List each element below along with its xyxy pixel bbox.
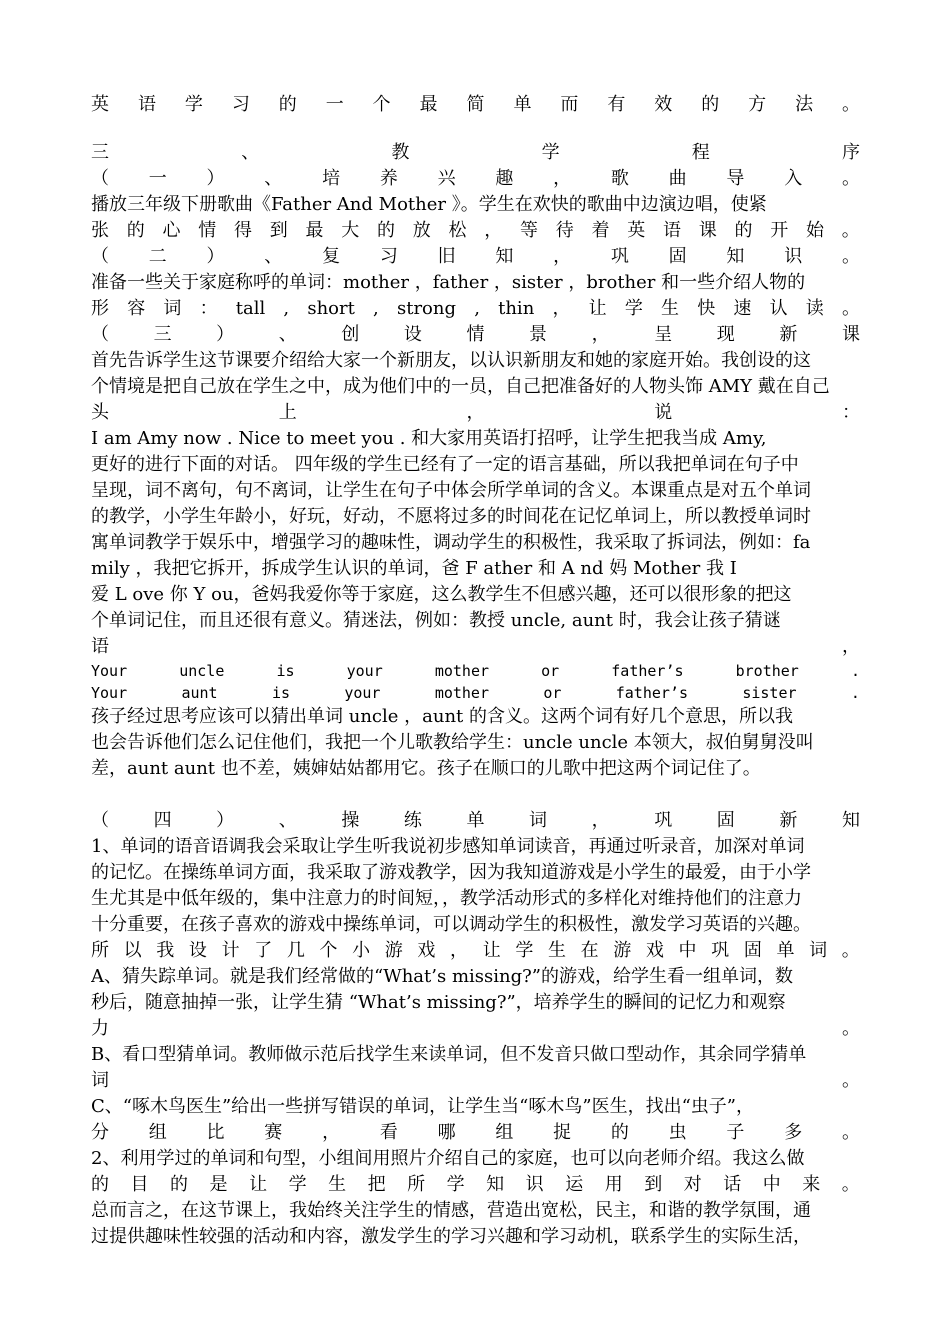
text-fragment: 所 <box>407 1174 426 1195</box>
section-heading <box>91 166 860 192</box>
text-fragment: 课 <box>841 324 860 345</box>
text-fragment: 。 <box>841 940 860 961</box>
text-fragment: 快 <box>697 298 716 319</box>
text-fragment: 习 <box>379 246 398 267</box>
text-fragment: 多 <box>784 1122 803 1143</box>
text-fragment: 计 <box>221 940 240 961</box>
text-line <box>91 218 860 244</box>
text-fragment: ， <box>842 636 860 657</box>
text-fragment: short <box>307 298 355 319</box>
text-fragment: strong <box>396 298 456 319</box>
text-fragment: 。 <box>841 1174 860 1195</box>
text-fragment: 赛 <box>264 1122 283 1143</box>
text-fragment: 。 <box>841 220 860 241</box>
text-fragment: 的 <box>701 94 720 115</box>
text-fragment: 词 <box>809 940 828 961</box>
text-fragment: 曲 <box>668 168 687 189</box>
text-fragment: 容 <box>127 298 146 319</box>
text-fragment: . <box>850 662 860 680</box>
text-fragment: 看 <box>379 1122 398 1143</box>
text-fragment: 个 <box>372 94 391 115</box>
text-fragment: 张 <box>91 220 109 241</box>
text-line: C、“啄木鸟医生”给出一些拼写错误的单词，让学生当“啄木鸟”医生，找出“虫子”， <box>91 1096 754 1117</box>
text-fragment: 现 <box>716 324 735 345</box>
spacer <box>91 118 860 140</box>
text-fragment: 力 <box>91 1018 109 1039</box>
text-line: 准备一些关于家庭称呼的单词：mother ，father ，sister ，brother 和一些介绍人物的 <box>91 272 806 293</box>
text-fragment: 生 <box>661 298 680 319</box>
text-fragment: 语 <box>137 94 156 115</box>
section-heading <box>91 322 860 348</box>
text-fragment: , <box>474 298 480 319</box>
text-fragment: 中 <box>762 1174 781 1195</box>
text-fragment: ， <box>591 810 610 831</box>
text-fragment: 待 <box>555 220 574 241</box>
text-fragment: 的 <box>377 220 395 241</box>
text-fragment: 捉 <box>553 1122 572 1143</box>
text-fragment: 有 <box>607 94 626 115</box>
text-line <box>91 682 860 704</box>
text-fragment: 固 <box>716 810 735 831</box>
text-fragment: 。 <box>842 94 860 115</box>
text-fragment: 一 <box>325 94 344 115</box>
text-fragment: 游 <box>384 940 403 961</box>
text-fragment: 。 <box>841 298 860 319</box>
text-line <box>91 296 860 322</box>
text-line <box>91 400 860 426</box>
text-fragment: 来 <box>802 1174 821 1195</box>
text-fragment: 所 <box>91 940 109 961</box>
text-fragment: 虫 <box>668 1122 687 1143</box>
text-fragment: 形 <box>91 298 109 319</box>
text-line <box>91 1172 860 1198</box>
text-line <box>91 938 860 964</box>
text-line <box>91 92 860 118</box>
text-fragment: 识 <box>784 246 803 267</box>
text-fragment: 组 <box>148 1122 167 1143</box>
text-fragment: ， <box>552 298 571 319</box>
text-fragment: is <box>276 662 295 680</box>
text-fragment: 巩 <box>711 940 730 961</box>
text-fragment: 的 <box>91 1174 109 1195</box>
text-fragment: 、 <box>278 324 297 345</box>
text-fragment: 学 <box>288 1174 307 1195</box>
text-fragment: 放 <box>412 220 431 241</box>
text-fragment: 培 <box>322 168 341 189</box>
text-fragment: thin <box>498 298 535 319</box>
text-fragment: 学 <box>446 1174 465 1195</box>
text-fragment: 单 <box>466 810 485 831</box>
text-fragment: 新 <box>779 810 798 831</box>
text-fragment: 一 <box>148 168 167 189</box>
text-fragment: father’s <box>615 684 688 702</box>
text-fragment: 开 <box>770 220 789 241</box>
text-fragment: ） <box>206 168 225 189</box>
text-fragment: 四 <box>153 810 172 831</box>
text-fragment: 入 <box>784 168 803 189</box>
text-fragment: ， <box>322 1122 341 1143</box>
text-fragment: 程 <box>691 142 710 163</box>
text-fragment: 教 <box>391 142 410 163</box>
text-fragment: 知 <box>841 810 860 831</box>
text-fragment: 巩 <box>654 810 673 831</box>
text-fragment: 复 <box>322 246 341 267</box>
text-fragment: 创 <box>341 324 360 345</box>
text-fragment: 情 <box>198 220 217 241</box>
text-fragment: 得 <box>234 220 252 241</box>
text-fragment: 生 <box>328 1174 347 1195</box>
text-fragment: 戏 <box>417 940 436 961</box>
section-heading <box>91 140 860 166</box>
text-fragment: 词 <box>91 1070 109 1091</box>
spacer <box>91 782 860 808</box>
text-line: 的记忆。在操练单词方面，我采取了游戏教学，因为我知道游戏是小学生的最爱，由于小学 <box>91 862 811 883</box>
text-line: A、猜失踪单词。就是我们经常做的“What’s missing?”的游戏，给学生看一组单词，数 <box>91 966 793 987</box>
text-fragment: 语 <box>91 636 109 657</box>
text-fragment: 而 <box>560 94 579 115</box>
text-fragment: 把 <box>367 1174 386 1195</box>
text-fragment: 英 <box>91 94 109 115</box>
text-fragment: 到 <box>644 1174 663 1195</box>
text-fragment: 在 <box>580 940 599 961</box>
text-fragment: 词 <box>529 810 548 831</box>
text-fragment: ， <box>466 402 485 423</box>
text-fragment: 。 <box>841 1122 860 1143</box>
text-fragment: ） <box>216 810 235 831</box>
text-line: 总而言之，在这节课上，我始终关注学生的情感，营造出宽松，民主，和谐的教学氛围，通 <box>91 1200 811 1221</box>
text-fragment: 比 <box>206 1122 225 1143</box>
text-fragment: ） <box>216 324 235 345</box>
text-line: 的教学，小学生年龄小，好玩，好动，不愿将过多的时间花在记忆单词上，所以教授单词时 <box>91 506 811 527</box>
text-fragment: aunt <box>181 684 218 702</box>
text-line: 更好的进行下面的对话。 四年级的学生已经有了一定的语言基础，所以我把单词在句子中 <box>91 454 799 475</box>
text-line: 十分重要，在孩子喜欢的游戏中操练单词，可以调动学生的积极性，激发学习英语的兴趣。 <box>91 914 811 935</box>
text-fragment: 戏 <box>645 940 664 961</box>
text-fragment: ， <box>591 324 610 345</box>
text-fragment: 知 <box>726 246 745 267</box>
text-fragment: , <box>373 298 379 319</box>
text-fragment: or <box>543 684 562 702</box>
text-fragment: 课 <box>698 220 717 241</box>
text-fragment: 学 <box>541 142 560 163</box>
text-fragment: 。 <box>842 1018 860 1039</box>
text-fragment: 。 <box>841 246 860 267</box>
text-fragment: 的 <box>170 1174 189 1195</box>
text-fragment: 头 <box>91 402 109 423</box>
text-fragment: ， <box>450 940 469 961</box>
text-fragment: 了 <box>254 940 273 961</box>
text-line <box>91 1068 860 1094</box>
text-fragment: （ <box>91 810 109 831</box>
text-fragment: 序 <box>841 142 860 163</box>
text-fragment: 英 <box>627 220 646 241</box>
text-fragment: father’s <box>611 662 684 680</box>
text-fragment: 以 <box>123 940 142 961</box>
text-fragment: （ <box>91 246 109 267</box>
text-fragment: 、 <box>241 142 260 163</box>
text-fragment: 呈 <box>654 324 673 345</box>
text-line: I am Amy now . Nice to meet you . 和大家用英语打招呼，让学生把我当成 Amy, <box>91 428 767 449</box>
text-fragment: ： <box>199 298 218 319</box>
text-fragment: 始 <box>806 220 824 241</box>
text-fragment: 生 <box>547 940 566 961</box>
text-fragment: 单 <box>776 940 795 961</box>
text-fragment: 组 <box>495 1122 514 1143</box>
text-fragment: 识 <box>525 1174 544 1195</box>
text-fragment: 学 <box>184 94 203 115</box>
text-fragment: 养 <box>379 168 398 189</box>
text-fragment: 知 <box>495 246 514 267</box>
text-fragment: 让 <box>482 940 501 961</box>
text-fragment: 读 <box>805 298 824 319</box>
text-fragment: 设 <box>403 324 422 345</box>
text-fragment: 学 <box>515 940 534 961</box>
text-fragment: 我 <box>156 940 175 961</box>
text-line <box>91 1120 860 1146</box>
text-fragment: Your <box>91 684 128 702</box>
text-line: B、看口型猜单词。教师做示范后找学生来读单词，但不发音只做口型动作，其余同学猜单 <box>91 1044 807 1065</box>
text-fragment: your <box>344 684 381 702</box>
text-fragment: 心 <box>162 220 181 241</box>
text-fragment: brother <box>735 662 799 680</box>
text-fragment: 单 <box>513 94 532 115</box>
text-fragment: 目 <box>130 1174 149 1195</box>
text-fragment: 效 <box>654 94 673 115</box>
text-fragment: 说 <box>654 402 673 423</box>
text-fragment: 让 <box>249 1174 268 1195</box>
text-line: 过提供趣味性较强的活动和内容，激发学生的学习兴趣和学习动机，联系学生的实际生活， <box>91 1226 811 1247</box>
text-fragment: 让 <box>588 298 607 319</box>
text-fragment: 几 <box>286 940 305 961</box>
text-fragment: 速 <box>733 298 752 319</box>
text-fragment: 法 <box>795 94 814 115</box>
text-fragment: （ <box>91 324 109 345</box>
text-fragment: 操 <box>341 810 360 831</box>
text-fragment: sister <box>742 684 797 702</box>
text-fragment: ， <box>553 246 572 267</box>
text-fragment: 学 <box>624 298 643 319</box>
text-fragment: 练 <box>403 810 422 831</box>
text-fragment: or <box>541 662 560 680</box>
text-fragment: 歌 <box>610 168 629 189</box>
text-fragment: 的 <box>278 94 297 115</box>
text-fragment: 的 <box>610 1122 629 1143</box>
text-fragment: 的 <box>126 220 145 241</box>
text-fragment: 小 <box>352 940 371 961</box>
text-line: 秒后，随意抽掉一张，让学生猜 “What’s missing?”，培养学生的瞬间的记忆力和观察 <box>91 992 786 1013</box>
text-fragment: 巩 <box>610 246 629 267</box>
text-fragment: uncle <box>179 662 225 680</box>
text-fragment: 认 <box>769 298 788 319</box>
text-fragment: 到 <box>269 220 288 241</box>
text-fragment: 最 <box>419 94 438 115</box>
text-line: 播放三年级下册歌曲《Father And Mother 》。学生在欢快的歌曲中边演边唱，使紧 <box>91 194 767 215</box>
text-fragment: 设 <box>188 940 207 961</box>
text-fragment: 固 <box>743 940 762 961</box>
text-fragment: 知 <box>486 1174 505 1195</box>
text-fragment: ， <box>553 168 572 189</box>
text-fragment: 运 <box>565 1174 584 1195</box>
text-fragment: ： <box>842 402 860 423</box>
text-fragment: mother <box>434 662 490 680</box>
text-fragment: 等 <box>520 220 538 241</box>
text-fragment: 习 <box>231 94 250 115</box>
text-fragment: 固 <box>668 246 687 267</box>
text-line: 个情境是把自己放在学生之中，成为他们中的一员，自己把准备好的人物头饰 AMY 戴在自己 <box>91 376 830 397</box>
text-line: 呈现，词不离句，句不离词，让学生在句子中体会所学单词的含义。本课重点是对五个单词 <box>91 480 811 501</box>
text-fragment: 、 <box>278 810 297 831</box>
text-fragment: 松 <box>448 220 467 241</box>
text-fragment: 着 <box>591 220 610 241</box>
text-fragment: your <box>346 662 383 680</box>
text-fragment: 对 <box>683 1174 702 1195</box>
text-fragment: mother <box>434 684 489 702</box>
text-fragment: 三 <box>153 324 172 345</box>
text-line <box>91 1016 860 1042</box>
text-line: 首先告诉学生这节课要介绍给大家一个新朋友，以认识新朋友和她的家庭开始。我创设的这 <box>91 350 811 371</box>
text-fragment: 个 <box>319 940 338 961</box>
text-fragment: 新 <box>779 324 798 345</box>
text-fragment: 二 <box>148 246 167 267</box>
text-fragment: . <box>850 684 860 702</box>
text-fragment: 趣 <box>495 168 514 189</box>
text-fragment: tall <box>235 298 266 319</box>
text-fragment: 兴 <box>437 168 456 189</box>
text-fragment: 方 <box>748 94 767 115</box>
text-fragment: 景 <box>529 324 548 345</box>
text-line: 个单词记住，而且还很有意义。猜迷法，例如：教授 uncle, aunt 时，我会让孩子猜谜 <box>91 610 781 631</box>
text-fragment: , <box>283 298 290 319</box>
text-fragment: 游 <box>613 940 632 961</box>
text-line: 2、利用学过的单词和句型，小组间用照片介绍自己的家庭，也可以向老师介绍。我这么做 <box>91 1148 805 1169</box>
text-fragment: 大 <box>341 220 360 241</box>
text-line: 差，aunt aunt 也不差，姨婶姑姑都用它。孩子在顺口的儿歌中把这两个词记住了。 <box>91 758 761 779</box>
text-fragment: 分 <box>91 1122 109 1143</box>
text-fragment: 词 <box>163 298 182 319</box>
text-fragment: 最 <box>305 220 324 241</box>
text-fragment: is <box>271 684 290 702</box>
text-line: 孩子经过思考应该可以猜出单词 uncle ，aunt 的含义。这两个词有好几个意思，所以我 <box>91 706 793 727</box>
section-heading <box>91 244 860 270</box>
text-fragment: 用 <box>604 1174 623 1195</box>
text-fragment: 情 <box>466 324 485 345</box>
text-fragment: 简 <box>466 94 485 115</box>
text-fragment: 。 <box>841 168 860 189</box>
text-fragment: 子 <box>726 1122 745 1143</box>
text-fragment: 。 <box>842 1070 860 1091</box>
text-line: 也会告诉他们怎么记住他们，我把一个儿歌教给学生：uncle uncle 本领大，叔伯舅舅没叫 <box>91 732 814 753</box>
text-fragment: 上 <box>278 402 297 423</box>
text-line: 爱 L ove 你 Y ou，爸妈我爱你等于家庭，这么教学生不但感兴趣，还可以很形象的把这 <box>91 584 792 605</box>
text-fragment: 导 <box>726 168 745 189</box>
text-fragment: ） <box>206 246 225 267</box>
text-line: mily ，我把它拆开，拆成学生认识的单词，爸 F ather 和 A nd 妈 Mother 我 I <box>91 558 737 579</box>
text-line: 生尤其是中低年级的，集中注意力的时间短，，教学活动形式的多样化对维持他们的注意力 <box>91 888 802 909</box>
text-fragment: 、 <box>264 246 283 267</box>
text-fragment: 是 <box>209 1174 228 1195</box>
text-fragment: 话 <box>723 1174 742 1195</box>
text-line: 1、单词的语音语调我会采取让学生听我说初步感知单词读音，再通过听录音，加深对单词 <box>91 836 805 857</box>
text-fragment: 的 <box>734 220 753 241</box>
text-fragment: 中 <box>678 940 697 961</box>
text-fragment: 哪 <box>437 1122 456 1143</box>
text-fragment: 三 <box>91 142 109 163</box>
text-line <box>91 634 860 660</box>
text-fragment: 、 <box>264 168 283 189</box>
text-fragment: ， <box>484 220 503 241</box>
text-line <box>91 660 860 682</box>
text-fragment: Your <box>91 662 128 680</box>
text-fragment: （ <box>91 168 109 189</box>
text-line: 寓单词教学于娱乐中，增强学习的趣味性，调动学生的积极性，我采取了拆词法，例如：fa <box>91 532 811 553</box>
section-heading <box>91 808 860 834</box>
text-fragment: 旧 <box>437 246 456 267</box>
text-fragment: 语 <box>663 220 681 241</box>
